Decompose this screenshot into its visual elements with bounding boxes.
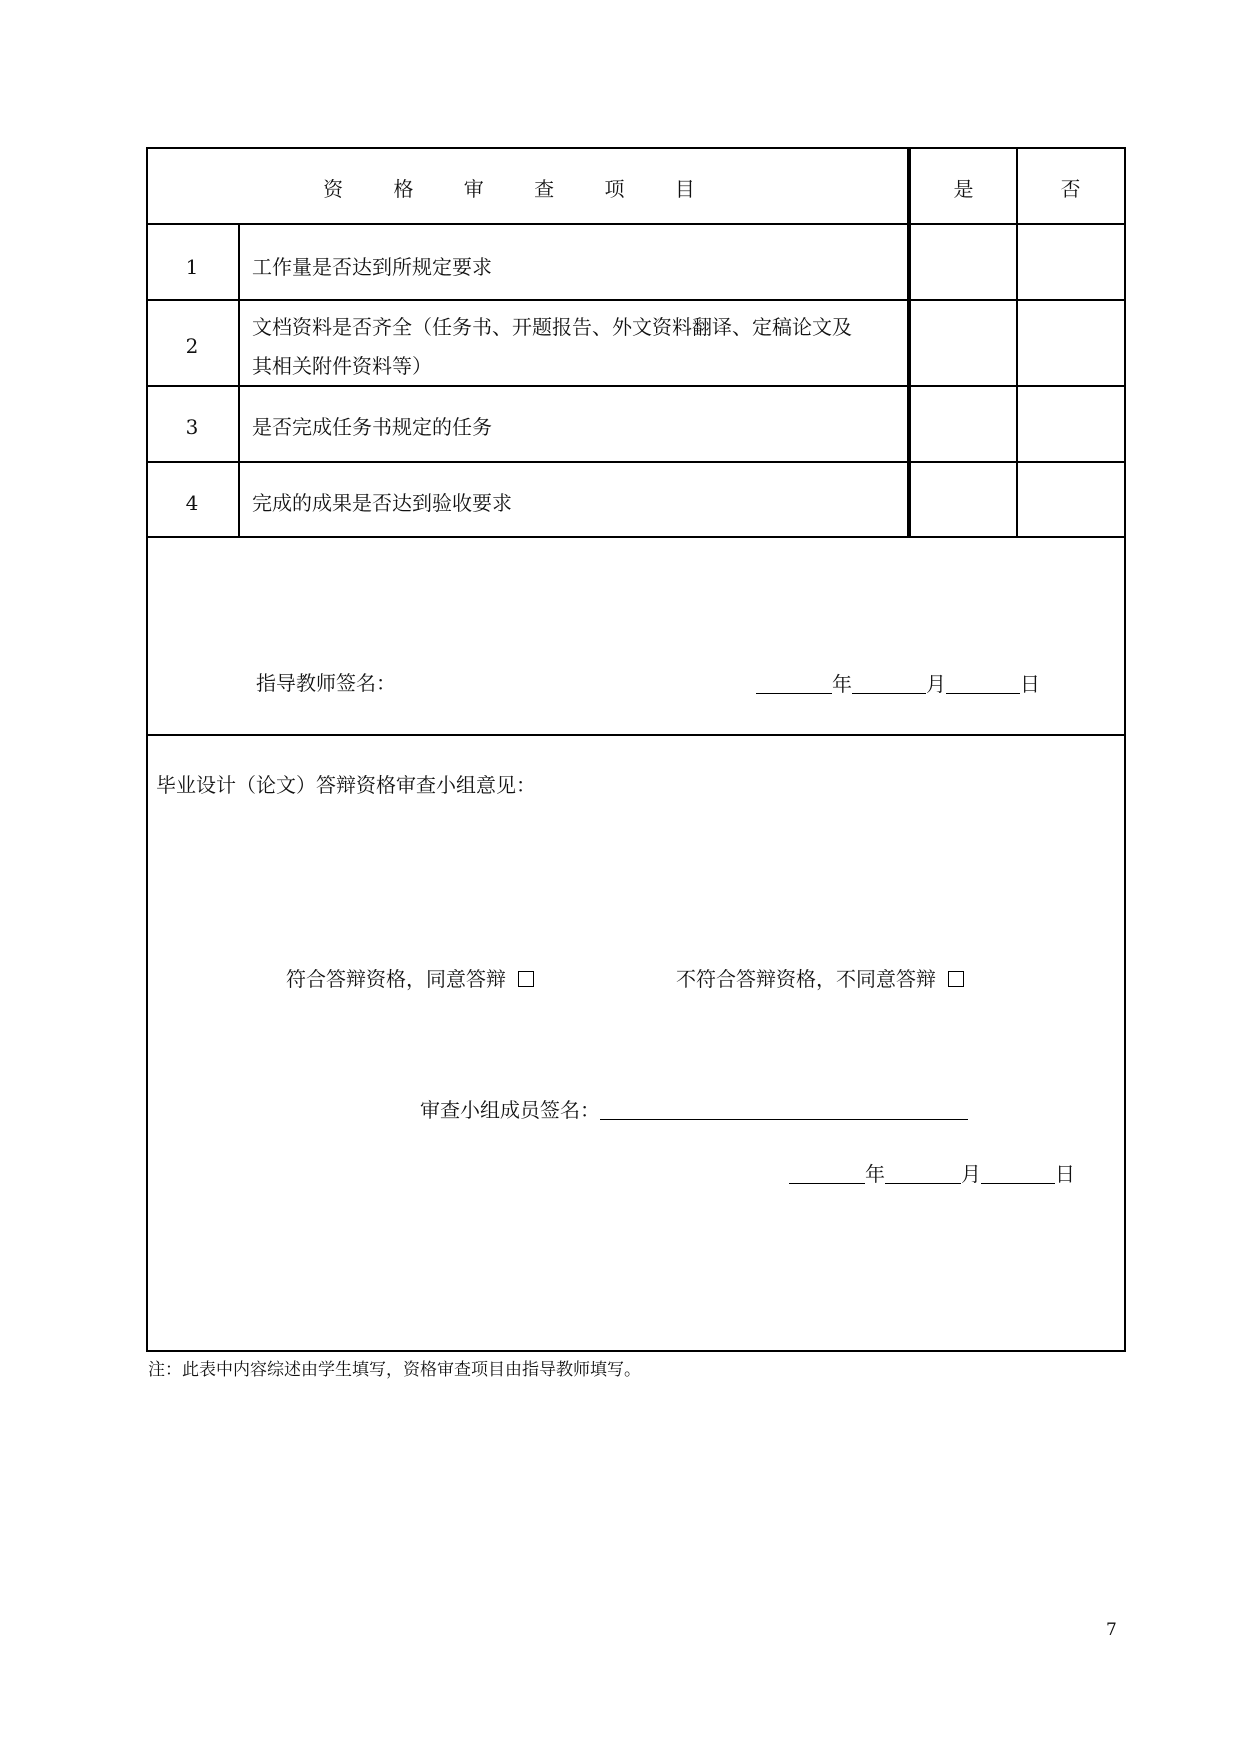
day-label: 日 <box>1020 672 1040 696</box>
option-unqualified <box>676 969 964 989</box>
no-column-divider <box>1016 149 1018 538</box>
row-number: 1 <box>185 255 199 279</box>
advisor-date <box>756 673 1040 694</box>
month-blank[interactable] <box>852 673 926 694</box>
section-divider <box>148 734 1124 736</box>
year-label: 年 <box>832 672 852 696</box>
row-number: 3 <box>185 415 199 439</box>
num-column-divider <box>238 223 240 536</box>
header-item-col: 资 格 审 查 项 目 <box>323 177 717 201</box>
qualified-checkbox[interactable] <box>518 971 534 987</box>
row-item-text-line1: 文档资料是否齐全（任务书、开题报告、外文资料翻译、定稿论文及 <box>252 315 852 339</box>
row-number: 2 <box>185 334 199 358</box>
committee-title: 毕业设计（论文）答辩资格审查小组意见： <box>156 773 536 797</box>
row-item-text: 是否完成任务书规定的任务 <box>252 415 492 439</box>
row-divider <box>148 461 1124 463</box>
page-number: 7 <box>1106 1620 1117 1640</box>
row-item-text-line2: 其相关附件资料等） <box>252 354 432 378</box>
header-no-col: 否 <box>1060 177 1081 201</box>
committee-date <box>789 1163 1075 1184</box>
member-signature <box>420 1099 968 1120</box>
row-divider <box>148 223 1124 225</box>
day-blank[interactable] <box>946 673 1020 694</box>
row-divider <box>148 299 1124 301</box>
year-blank[interactable] <box>789 1163 865 1184</box>
footnote: 注：此表中内容综述由学生填写，资格审查项目由指导教师填写。 <box>148 1360 641 1380</box>
row-divider <box>148 385 1124 387</box>
year-blank[interactable] <box>756 673 832 694</box>
unqualified-checkbox[interactable] <box>948 971 964 987</box>
option-qualified-label: 符合答辩资格，同意答辩 <box>286 967 506 991</box>
member-signature-blank[interactable] <box>600 1099 968 1120</box>
row-item-text: 完成的成果是否达到验收要求 <box>252 491 512 515</box>
header-yes-col: 是 <box>953 177 974 201</box>
yes-column-divider-thick <box>909 149 911 538</box>
day-label: 日 <box>1055 1162 1075 1186</box>
day-blank[interactable] <box>981 1163 1055 1184</box>
month-label: 月 <box>961 1162 981 1186</box>
row-number: 4 <box>185 491 199 515</box>
month-label: 月 <box>926 672 946 696</box>
member-signature-label: 审查小组成员签名： <box>420 1098 600 1122</box>
option-unqualified-label: 不符合答辩资格，不同意答辩 <box>676 967 936 991</box>
row-divider <box>148 536 1124 538</box>
month-blank[interactable] <box>885 1163 961 1184</box>
year-label: 年 <box>865 1162 885 1186</box>
option-qualified <box>286 969 534 989</box>
advisor-signature-label: 指导教师签名： <box>256 671 396 695</box>
row-item-text: 工作量是否达到所规定要求 <box>252 255 492 279</box>
